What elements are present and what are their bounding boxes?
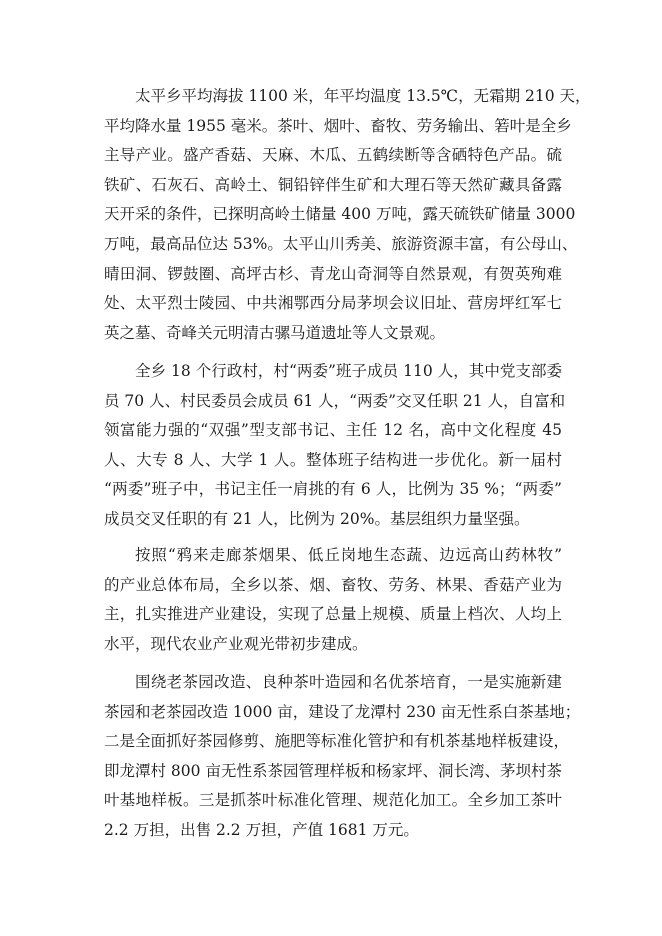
paragraph-industry-layout [104,541,562,659]
paragraph-tea-gardens [104,668,581,846]
paragraph-line: 即龙潭村 800 亩无性系茶园管理样板和杨家坪、洞长湾、茅坝村茶 [104,761,562,780]
paragraph-line: 叶基地样板。三是抓茶叶标准化管理、规范化加工。全乡加工茶叶 [104,791,562,810]
paragraph-line: 二是全面抓好茶园修剪、施肥等标准化管护和有机茶基地样板建设， [104,732,570,751]
paragraph-line: 太平乡平均海拔 1100 米，年平均温度 13.5℃，无霜期 210 天， [135,87,591,105]
paragraph-line: 处、太平烈士陵园、中共湘鄂西分局茅坝会议旧址、营房坪红军七 [104,294,562,313]
paragraph-line: 英之墓、奇峰关元明清古骡马道遗址等人文景观。 [104,323,446,342]
paragraph-line: 主导产业。盛产香菇、天麻、木瓜、五鹤续断等含硒特色产品。硫 [104,146,562,165]
paragraph-line: 水平，现代农业产业观光带初步建成。 [104,634,368,653]
paragraph-line: 全乡 18 个行政村，村“两委”班子成员 110 人，其中党支部委 [135,362,562,380]
paragraph-line: “两委”班子中，书记主任一肩挑的有 6 人，比例为 35 %；“两委” [104,480,562,499]
paragraph-township-overview [104,82,591,348]
paragraph-line: 茶园和老茶园改造 1000 亩，建设了龙潭村 230 亩无性系白茶基地； [104,702,581,721]
paragraph-line: 晴田洞、锣鼓圈、高坪古杉、青龙山奇洞等自然景观，有贺英殉难 [104,264,562,283]
paragraph-line: 领富能力强的“双强”型支部书记、主任 12 名，高中文化程度 45 [104,421,562,440]
paragraph-line: 万吨，最高品位达 53%。太平山川秀美、旅游资源丰富，有公母山、 [104,234,578,253]
paragraph-line: 围绕老茶园改造、良种茶叶造园和名优茶培育，一是实施新建 [135,673,562,691]
paragraph-line: 成员交叉任职的有 21 人，比例为 20%。基层组织力量坚强。 [104,509,530,528]
paragraph-line: 平均降水量 1955 毫米。茶叶、烟叶、畜牧、劳务输出、箬叶是全乡 [104,116,572,135]
paragraph-village-committees [104,357,566,535]
paragraph-line: 2.2 万担，出售 2.2 万担，产值 1681 万元。 [104,820,419,839]
paragraph-line: 主，扎实推进产业建设，实现了总量上规模、质量上档次、人均上 [104,605,562,624]
paragraph-line: 铁矿、石灰石、高岭土、铜铅锌伴生矿和大理石等天然矿藏具备露 [104,175,562,194]
paragraph-line: 的产业总体布局，全乡以茶、烟、畜牧、劳务、林果、香菇产业为 [104,575,562,594]
paragraph-line: 天开采的条件，已探明高岭土储量 400 万吨，露天硫铁矿储量 3000 [104,205,576,224]
paragraph-line: 人、大专 8 人、大学 1 人。整体班子结构进一步优化。新一届村 [104,450,562,469]
paragraph-line: 按照“鸦来走廊茶烟果、低丘岗地生态蔬、边远高山药林牧” [135,546,562,564]
paragraph-line: 员 70 人、村民委员会成员 61 人，“两委”交叉任职 21 人，自富和 [104,391,566,410]
